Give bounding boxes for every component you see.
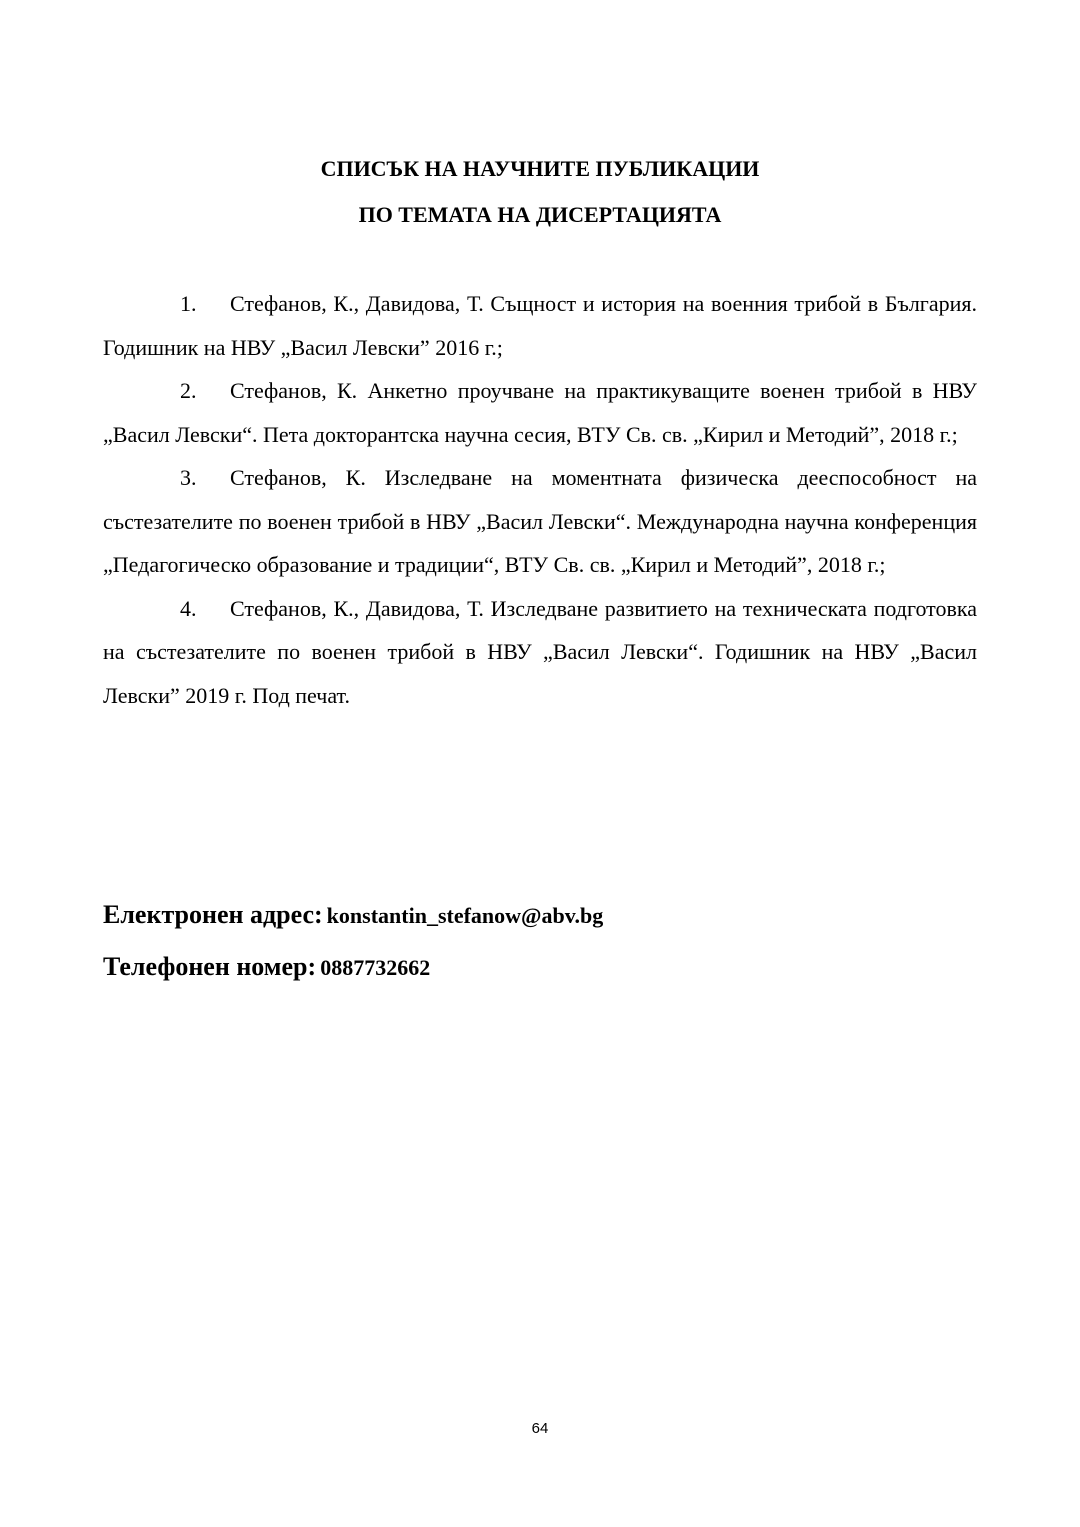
contact-email-line [103,899,603,935]
publication-item-3 [103,456,977,587]
publication-item-4 [103,587,977,718]
publication-number: 4. [180,595,197,621]
publication-item-1 [103,282,977,369]
page-title-line-2: ПО ТЕМАТА НА ДИСЕРТАЦИЯТА [358,202,722,227]
email-label: Електронен адрес: [103,900,323,929]
publication-number: 3. [180,465,197,490]
phone-number: 0887732662 [320,955,431,980]
email-address: konstantin_stefanow@abv.bg [326,903,604,928]
contact-phone-line [103,951,430,987]
publication-text: Стефанов, К., Давидова, Т. Изследване развитието на техническата подготовка на състезателите по военен трибой в НВУ „Васил Левски“. Годишник на НВУ „Васил Левски” 2019 г. Под печат. [103,595,977,708]
publication-number: 1. [180,291,197,316]
publication-text: Стефанов, К. Анкетно проучване на практикуващите военен трибой в НВУ „Васил Левски“. Пета докторантска научна сесия, ВТУ Св. св. „Кирил и Методий”, 2018 г.; [103,378,977,447]
page-number: 64 [531,1420,549,1437]
phone-label: Телефонен номер: [103,952,317,981]
publication-number: 2. [180,378,197,403]
publication-text: Стефанов, К. Изследване на моментната физическа дееспособност на състезателите по военен трибой в НВУ „Васил Левски“. Международна научна конференция „Педагогическо образование и традиции“, ВТУ Св. св. „Кирил и Методий”, 2018 г.; [103,465,977,577]
publication-list [103,282,977,717]
page-title-line-1: СПИСЪК НА НАУЧНИТЕ ПУБЛИКАЦИИ [320,156,760,181]
publication-text: Стефанов, К., Давидова, Т. Същност и история на военния трибой в България. Годишник на НВУ „Васил Левски” 2016 г.; [103,291,977,360]
publication-item-2 [103,369,977,456]
